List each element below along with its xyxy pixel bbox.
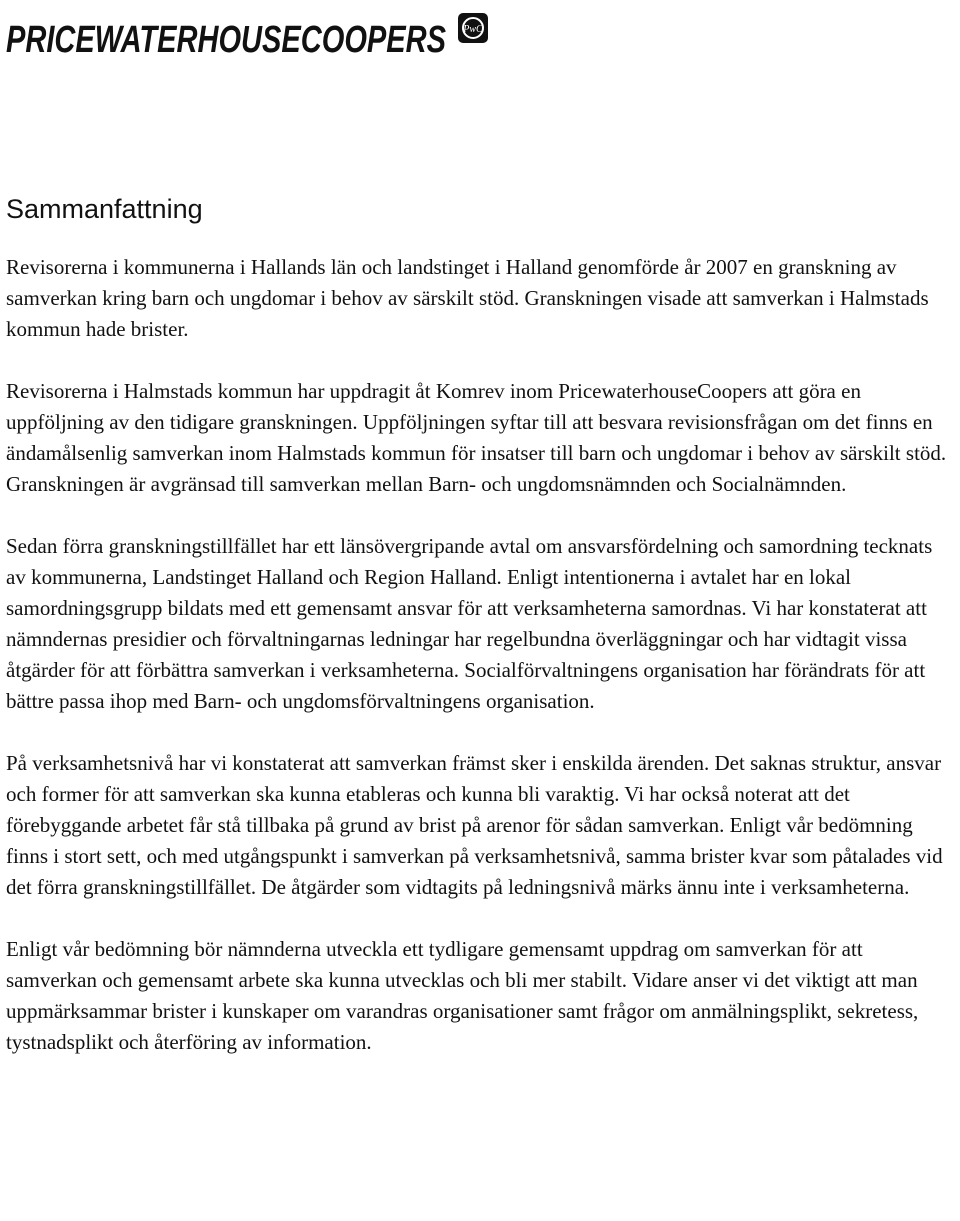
paragraph-3: Sedan förra granskningstillfället har ett länsövergripande avtal om ansvarsfördelning och samordning tecknats av kommunerna, Landstinget Halland och Region Halland. Enligt intentionerna i avtalet har en lokal samordningsgrupp bildats med ett gemensamt ansvar för att verksamheterna samordnas. Vi har konstaterat att nämndernas presidier och förvaltningarnas ledningar har regelbundna överläggningar och har vidtagit vissa åtgärder för att förbättra samverkan i verksamheterna. Socialförvaltningens organisation har förändrats för att bättre passa ihop med Barn- och ungdomsförvaltningens organisation.	[6, 534, 933, 713]
paragraph-2: Revisorerna i Halmstads kommun har uppdragit åt Komrev inom PricewaterhouseCoopers att göra en uppföljning av den tidigare granskningen. Uppföljningen syftar till att besvara revisionsfrågan om det finns en ändamålsenlig samverkan inom Halmstads kommun för insatser till barn och ungdomar i behov av särskilt stöd. Granskningen är avgränsad till samverkan mellan Barn- och ungdomsnämnden och Socialnämnden.	[6, 379, 947, 496]
paragraph-4: På verksamhetsnivå har vi konstaterat att samverkan främst sker i enskilda ärenden. Det saknas struktur, ansvar och former för att samverkan ska kunna etableras och kunna bli varaktig. Vi har också noterat att det förebyggande arbetet får stå tillbaka på grund av brist på arenor för sådan samverkan. Enligt vår bedömning finns i stort sett, och med utgångspunkt i samverkan på verksamhetsnivå, samma brister kvar som påtalades vid det förra granskningstillfället. De åtgärder som vidtagits på ledningsnivå märks ännu inte i verksamheterna.	[6, 751, 943, 899]
pwc-seal-icon	[457, 12, 489, 44]
section-heading: Sammanfattning	[6, 194, 203, 224]
pwc-logo	[6, 8, 492, 60]
pwc-seal-graphic	[457, 12, 489, 44]
logo-text: PRICEWATERHOUSECOOPERS	[6, 19, 446, 60]
paragraph-5: Enligt vår bedömning bör nämnderna utveckla ett tydligare gemensamt uppdrag om samverkan för att samverkan och gemensamt arbete ska kunna utvecklas och bli mer stabilt. Vidare anser vi det viktigt att man uppmärksammar brister i kunskaper om varandras organisationer samt frågor om anmälningsplikt, sekretess, tystnadsplikt och återföring av information.	[6, 937, 919, 1054]
pwc-logo-wordmark	[6, 8, 492, 60]
paragraph-1: Revisorerna i kommunerna i Hallands län och landstinget i Halland genomförde år 2007 en granskning av samverkan kring barn och ungdomar i behov av särskilt stöd. Granskningen visade att samverkan i Halmstads kommun hade brister.	[6, 255, 929, 341]
seal-text: PwC	[463, 24, 483, 35]
document-body	[6, 192, 956, 1089]
